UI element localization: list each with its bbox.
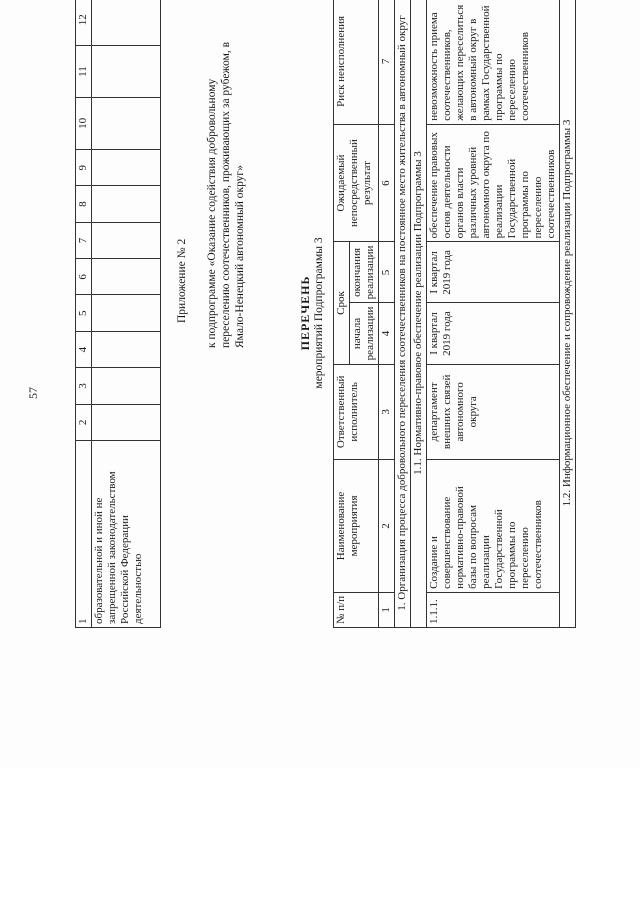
col-number-cell: 4: [379, 303, 395, 364]
row-executor: департамент внешних связей автономного округа: [427, 364, 560, 460]
col-number-cell: 2: [76, 404, 92, 440]
subsection-row: [411, 0, 427, 628]
empty-cell: [92, 259, 161, 295]
document-heading: [298, 0, 325, 628]
col-number-cell: 3: [379, 364, 395, 460]
col-number-cell: 11: [76, 46, 92, 97]
empty-cell: [92, 368, 161, 404]
col-number-cell: 2: [379, 460, 395, 593]
empty-cell: [92, 186, 161, 222]
subsection-title: 1.2. Информационное обеспечение и сопровождение реализации Подпрограммы 3: [560, 0, 576, 628]
col-number-cell: 3: [76, 368, 92, 404]
appendix-subtitle: к подпрограмме «Оказание содействия добровольному переселению соотечественников, проживающих за рубежом, в Ямало-Ненецкий автономный округ»: [206, 41, 246, 348]
col-number-cell: 5: [379, 242, 395, 303]
page-number: 57: [26, 387, 40, 399]
header-name: Наименование мероприятия: [334, 460, 379, 593]
row-risk: невозможность приема соотечественников, желающих переселиться в автономный округ в рамках Государственной программы по переселению соотечественников: [427, 0, 560, 124]
empty-cell: [92, 295, 161, 331]
header-term: Срок: [334, 242, 350, 364]
table-row: [76, 0, 92, 628]
heading-title: ПЕРЕЧЕНЬ: [298, 275, 312, 351]
empty-cell: [92, 46, 161, 97]
table-row: [427, 0, 560, 628]
appendix-block: [175, 18, 247, 348]
col-number-cell: 6: [379, 124, 395, 242]
header-result: Ожидаемый непосредственный результат: [334, 124, 379, 242]
table-row: [92, 0, 161, 628]
empty-cell: [92, 331, 161, 367]
col-number-cell: 10: [76, 97, 92, 149]
row-start: I квартал 2019 года: [427, 303, 560, 364]
col-number-cell: 7: [379, 0, 395, 124]
section-title: 1. Организация процесса добровольного переселения соотечественников на постоянное место жительства в автономный округ: [395, 0, 411, 628]
col-number-cell: 6: [76, 259, 92, 295]
col-number-cell: 7: [76, 222, 92, 258]
subsection-row: [560, 0, 576, 628]
measures-table: [333, 0, 576, 628]
col-number-cell: 1: [379, 592, 395, 627]
row-end: I квартал 2019 года: [427, 242, 560, 303]
blank-area: [0, 768, 640, 905]
col-number-cell: 9: [76, 150, 92, 186]
row-num: 1.1.1.: [427, 592, 560, 627]
section-row: [395, 0, 411, 628]
header-num: № п/п: [334, 592, 379, 627]
row-name: Создание и совершенствование нормативно-правовой базы по вопросам реализации Государственной программы по переселению соотечественников: [427, 460, 560, 593]
empty-cell: [92, 404, 161, 440]
empty-cell: [92, 150, 161, 186]
col-number-cell: 4: [76, 331, 92, 367]
empty-cell: [92, 222, 161, 258]
table-header-row: [334, 0, 350, 628]
col-number-cell: 8: [76, 186, 92, 222]
heading-subtitle: мероприятий Подпрограммы 3: [313, 237, 325, 389]
row-text-cell: образовательной и иной не запрещенной законодательством Российской Федерации деятельностью: [92, 441, 161, 628]
col-number-cell: 12: [76, 0, 92, 46]
empty-cell: [92, 97, 161, 149]
header-end: окончания реализации: [350, 242, 379, 303]
table-row: [379, 0, 395, 628]
col-number-cell: 5: [76, 295, 92, 331]
col-number-cell: 1: [76, 441, 92, 628]
empty-cell: [92, 0, 161, 46]
header-risk: Риск неисполнения: [334, 0, 379, 124]
header-start: начала реализации: [350, 303, 379, 364]
row-result: обеспечение правовых основ деятельности органов власти различных уровней автономного округа по реализации Государственной программы по переселению соотечественников: [427, 124, 560, 242]
subsection-title: 1.1. Нормативно-правовое обеспечение реализации Подпрограммы 3: [411, 0, 427, 628]
appendix-title: Приложение № 2: [176, 238, 188, 323]
continuation-table: [75, 0, 161, 628]
header-executor: Ответственный исполнитель: [334, 364, 379, 460]
